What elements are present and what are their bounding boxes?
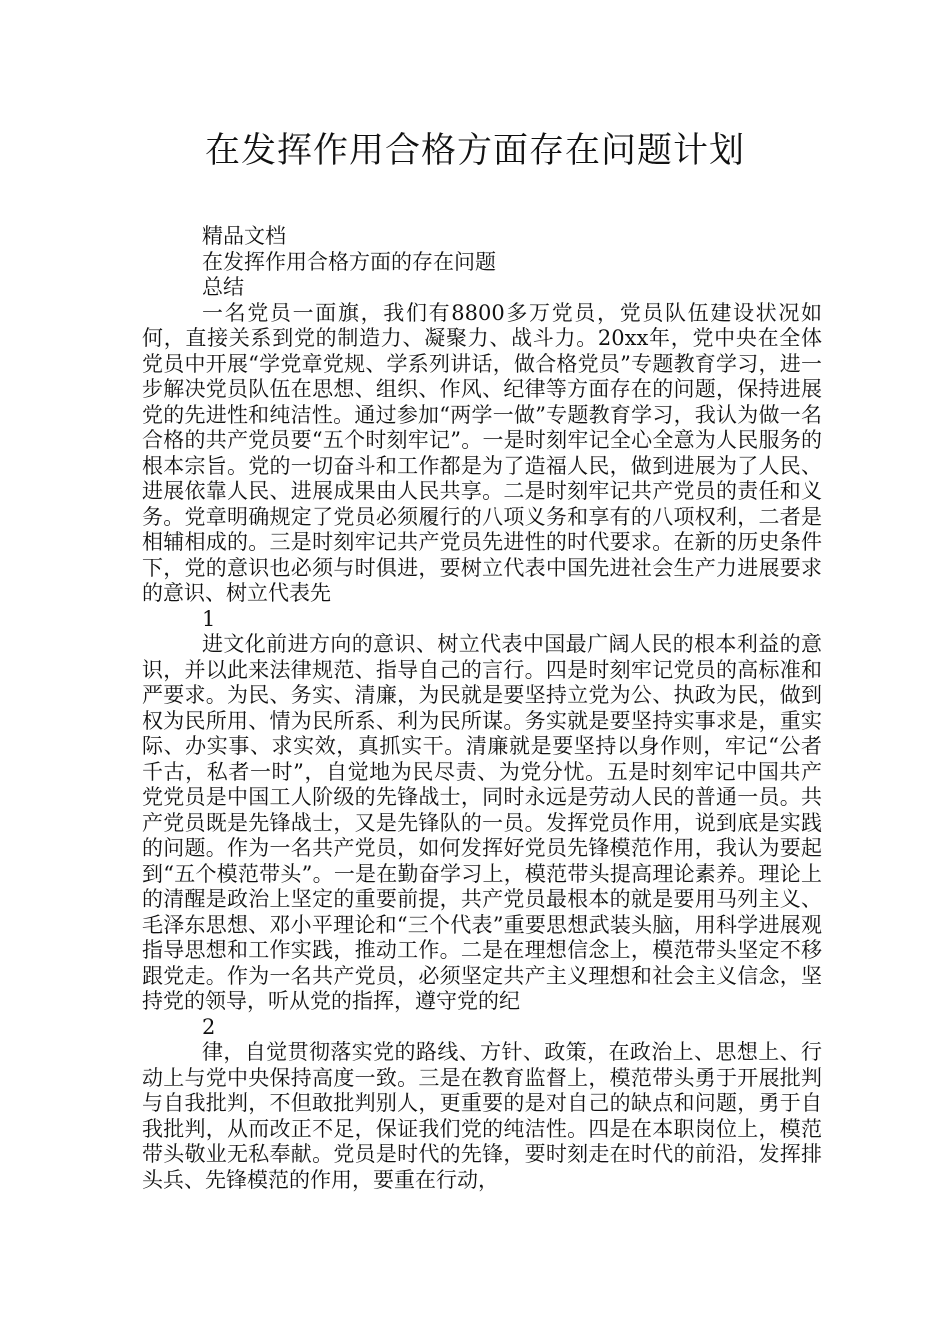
header-line-2: 在发挥作用合格方面的存在问题 — [202, 249, 496, 274]
header-line-3: 总结 — [202, 275, 244, 299]
document-title: 在发挥作用合格方面存在问题计划 — [204, 131, 745, 171]
paragraph-2: 进文化前进方向的意识、树立代表中国最广阔人民的根本利益的意识，并以此来法律规范、指导自己的言行。四是时刻牢记党员的高标准和严要求。为民、务实、清廉，为民就是要坚持立党为公、执政为民，做到权为民所用、情为民所系、利为民所谋。务实就是要坚持实事求是，重实际、办实事、求实效，真抓实干。清廉就是要坚持以身作则，牢记“公者千古，私者一时”，自觉地为民尽责、为党分忧。五是时刻牢记中国共产党党员是中国工人阶级的先锋战士，同时永远是劳动人民的普通一员。共产党员既是先锋战士，又是先锋队的一员。发挥党员作用，说到底是实践的问题。作为一名共产党员，如何发挥好党员先锋模范作用，我认为要起到“五个模范带头”。一是在勤奋学习上，模范带头提高理论素养。理论上的清醒是政治上坚定的重要前提，共产党员最根本的就是要用马列主义、毛泽东思想、邓小平理论和“三个代表”重要思想武装头脑，用科学进展观指导思想和工作实践，推动工作。二是在理想信念上，模范带头坚定不移跟党走。作为一名共产党员，必须坚定共产主义理想和社会主义信念，坚持党的领导，听从党的指挥，遵守党的纪 — [142, 632, 822, 1013]
page-number-2: 2 — [202, 1014, 216, 1039]
page-number-1: 1 — [202, 606, 216, 631]
document-body — [142, 224, 822, 1193]
header-line-1: 精品文档 — [202, 224, 286, 248]
paragraph-3: 律，自觉贯彻落实党的路线、方针、政策，在政治上、思想上、行动上与党中央保持高度一致。三是在教育监督上，模范带头勇于开展批判与自我批判，不但敢批判别人，更重要的是对自己的缺点和问题，勇于自我批判，从而改正不足，保证我们党的纯洁性。四是在本职岗位上，模范带头敬业无私奉献。党员是时代的先锋，要时刻走在时代的前沿，发挥排头兵、先锋模范的作用，要重在行动， — [142, 1040, 822, 1192]
paragraph-1: 一名党员一面旗，我们有8800多万党员，党员队伍建设状况如何，直接关系到党的制造力、凝聚力、战斗力。20xx年，党中央在全体党员中开展“学党章党规、学系列讲话，做合格党员”专题教育学习，进一步解决党员队伍在思想、组织、作风、纪律等方面存在的问题，保持进展党的先进性和纯洁性。通过参加“两学一做”专题教育学习，我认为做一名合格的共产党员要“五个时刻牢记”。一是时刻牢记全心全意为人民服务的根本宗旨。党的一切奋斗和工作都是为了造福人民，做到进展为了人民、进展依靠人民、进展成果由人民共享。二是时刻牢记共产党员的责任和义务。党章明确规定了党员必须履行的八项义务和享有的八项权利，二者是相辅相成的。三是时刻牢记共产党员先进性的时代要求。在新的历史条件下，党的意识也必须与时俱进，要树立代表中国先进社会生产力进展要求的意识、树立代表先 — [142, 300, 822, 605]
